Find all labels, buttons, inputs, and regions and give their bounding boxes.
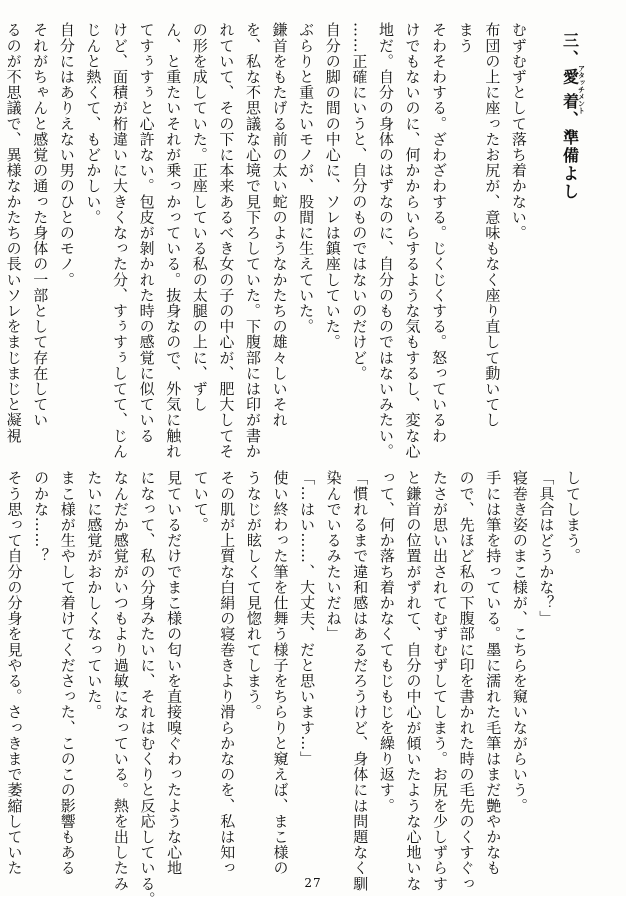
text-line: ぶらりと重たいモノが、股間に生えていた。	[297, 22, 316, 334]
text-line: 「具合はどうかな？」	[537, 470, 556, 626]
text-line: って、何か落ち着かなくてもじもじを繰り返す。	[377, 470, 396, 814]
text-line: を、私な不思議な心境で見下ろしていた。下腹部には印が書か	[243, 22, 262, 459]
text-line: それがちゃんと感覚の通った身体の一部として存在してい	[31, 22, 50, 428]
text-line: その肌が上質な白絹の寝巻きより滑らかなのを、私は知っ	[218, 470, 237, 876]
text-line: 染んでいるみたいだね」	[324, 470, 343, 642]
text-line: たさが思い出されてむずむずしてしまう。お尻を少しずらす	[431, 470, 450, 892]
chapter-heading	[556, 22, 586, 420]
text-line: 鎌首をもたげる前の太い蛇のようなかたちの雄々しいそれ	[270, 22, 289, 428]
chapter-number: 三、	[560, 32, 580, 68]
text-line: なんだか感覚がいつもより過敏になっている。熱を出したみ	[111, 470, 130, 892]
chapter-title-ruby	[560, 65, 587, 114]
text-line: まこ様が生やして着けてくださった、このこの影響もある	[58, 470, 77, 876]
text-line: まう	[456, 22, 475, 54]
text-line: そう思って自分の分身を見やる。さっきまで萎縮していた	[5, 470, 24, 876]
text-line: ん、と重たいそれが乗っかっている。抜身なので、外気に触れ	[164, 22, 183, 459]
text-line: 布団の上に座ったお尻が、意味もなく座り直して動いてし	[483, 22, 502, 428]
text-line: の形を成していた。正座している私の太腿の上に、ずし	[190, 22, 209, 412]
text-line: 手には筆を持っている。墨に濡れた毛筆はまだ艶やかなも	[484, 470, 503, 876]
text-line: のかな……？	[32, 470, 51, 564]
text-line: と鎌首の位置がずれて、自分の中心が傾いたような心地いな	[404, 470, 423, 892]
text-line: してしまう。	[564, 470, 582, 564]
chapter-title-main: 愛着	[560, 65, 580, 114]
text-line: れていて、その下に本来あるべき女の子の中心が、肥大してそ	[217, 22, 236, 459]
page-number: 27	[304, 876, 322, 890]
text-line: ……正確にいうと、自分のものではないのだけど。	[350, 22, 369, 381]
text-line: 使い終わった筆を仕舞う様子をちらりと窺えば、まこ様の	[271, 470, 290, 876]
text-line: 「…はい……、大丈夫、だと思います…」	[298, 470, 317, 767]
text-line: 地だ。自分の身体のはずなのに、自分のものではないみたい。	[376, 22, 395, 459]
text-line: 「慣れるまで違和感はあるだろうけど、身体には問題なく馴	[351, 470, 370, 892]
text-line: むずむずとして落ち着かない。	[509, 22, 528, 241]
text-line: 自分にはありえない男のひとのモノ。	[57, 22, 76, 288]
text-line	[0, 470, 1, 868]
text-line: たいに感覚がおかしくなっていた。	[85, 470, 104, 720]
text-line: 見ているだけでまこ様の匂いを直接嗅ぐわったような心地	[165, 470, 184, 876]
chapter-title-rest: 、準備よし	[560, 111, 580, 201]
text-line: けでもないのに、何かからいらするような気もするし、変な心	[403, 22, 422, 459]
text-line: ので、先ほど私の下腹部に印を書かれた時の毛先のくすぐっ	[457, 470, 476, 892]
text-line: そわそわする。ざわざわする。じくじくする。怒っているわ	[430, 22, 449, 444]
chapter-title-reading: アタッチメント	[577, 65, 587, 114]
text-line: るのが不思議で、異様なかたちの長いソレをまじまじと凝視	[4, 22, 23, 444]
text-line: 寝巻き姿のまこ様が、こちらを窺いながらいう。	[510, 470, 529, 814]
text-line: けど、面積が桁違いに大きくなった分、すぅすぅしてて、じん	[111, 22, 129, 459]
text-line: じんと熱くて、もどかしい。	[84, 22, 103, 225]
upper-paragraphs	[0, 22, 532, 459]
text-line: になって、私の分身みたいに、それはむくりと反応している。	[138, 470, 157, 907]
text-line: 自分の脚の間の中心に、ソレは鎮座していた。	[323, 22, 342, 350]
text-line: うなじが眩しくて見惚れてしまう。	[244, 470, 263, 720]
text-line: てすぅすぅと心許ない。包皮が剝かれた時の感覚に似ている	[137, 22, 156, 444]
upper-text-block	[4, 22, 587, 459]
text-line: ていて。	[191, 470, 210, 533]
